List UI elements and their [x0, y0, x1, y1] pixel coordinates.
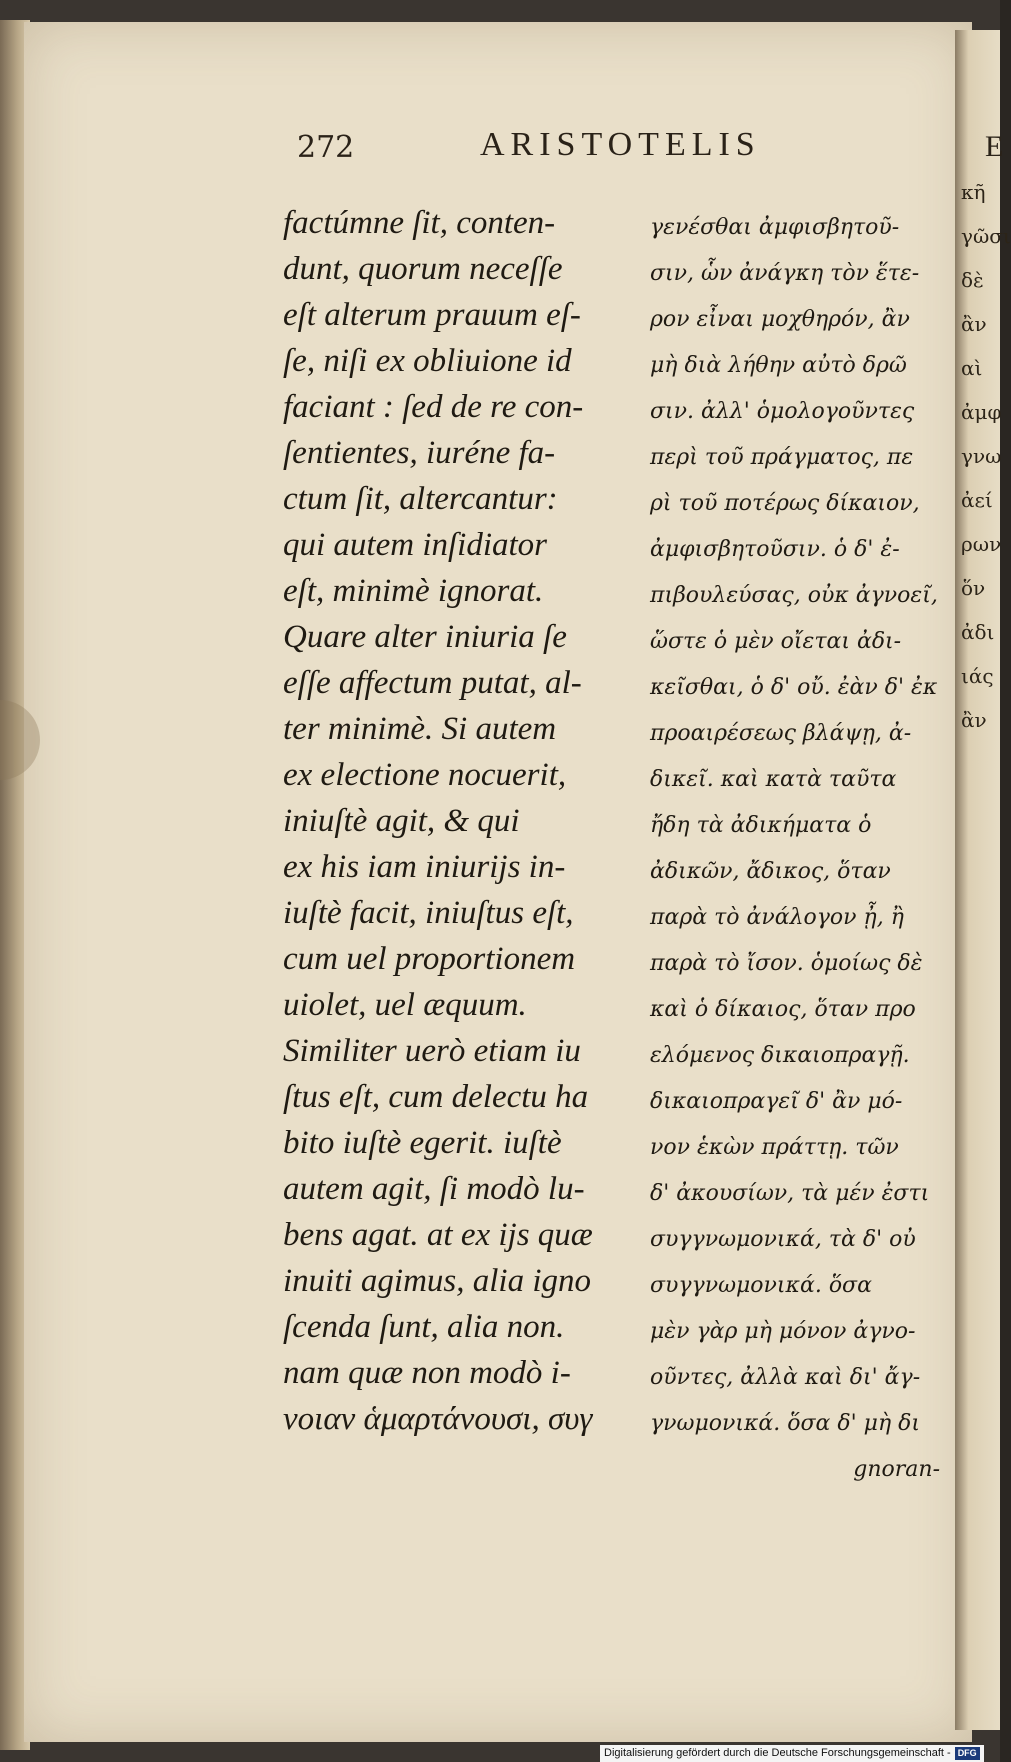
latin-line: eſt alterum prauum eſ- [283, 297, 581, 333]
latin-line: qui autem inſidiator [283, 527, 547, 563]
greek-line: ρὶ τοῦ ποτέρως δίκαιον, [650, 491, 920, 516]
greek-line: μὴ διὰ λήθην αὐτὸ δρῶ [650, 353, 907, 378]
latin-line: iniuſtè agit, & qui [283, 803, 520, 839]
greek-line: συγγνωμονικά. ὅσα [650, 1273, 872, 1298]
greek-line: ἀδικῶν, ἄδικος, ὅταν [650, 859, 891, 884]
greek-line: περὶ τοῦ πράγματος, πε [650, 445, 914, 470]
latin-line: ctum ſit, altercantur: [283, 481, 558, 517]
greek-line: ἀμφισβητοῦσιν. ὁ δ' ἐ- [650, 537, 900, 562]
greek-line: μὲν γὰρ μὴ μόνον ἀγνο- [650, 1319, 916, 1344]
latin-line: ſentientes, iuréne fa- [283, 435, 556, 471]
latin-line: cum uel proportionem [283, 941, 576, 977]
latin-line: ſtus eſt, cum delectu ha [283, 1079, 589, 1115]
latin-line: ter minimè. Si autem [283, 711, 557, 747]
facing-page-fragment: γνω [961, 444, 1002, 468]
latin-line: dunt, quorum neceſſe [283, 251, 563, 287]
greek-line: δικεῖ. καὶ κατὰ ταῦτα [650, 767, 897, 792]
facing-page-fragment: ὅν [961, 576, 986, 600]
greek-line: καὶ ὁ δίκαιος, ὅταν προ [650, 997, 916, 1022]
facing-page-letter: E [985, 130, 1004, 163]
greek-line: ὥστε ὁ μὲν οἴεται ἀδι- [650, 629, 902, 654]
facing-page-fragment: κῆ [961, 180, 986, 204]
latin-line: bens agat. at ex ijs quæ [283, 1217, 593, 1253]
digitization-credit [600, 1745, 984, 1762]
greek-line: κεῖσθαι, ὁ δ' οὔ. ἐὰν δ' ἐκ [650, 675, 938, 700]
latin-line: νοιαν ἁμαρτάνουσι, συγ [283, 1401, 593, 1437]
greek-line: πιβουλεύσας, οὐκ ἀγνοεῖ, [650, 583, 938, 608]
latin-line: Similiter uerò etiam iu [283, 1033, 581, 1069]
facing-page-fragment: ἂν [961, 312, 987, 336]
latin-line: nam quæ non modò i- [283, 1355, 571, 1391]
page-number: 272 [297, 130, 355, 165]
latin-line: uiolet, uel æquum. [283, 987, 527, 1023]
latin-line: ſcenda ſunt, alia non. [283, 1309, 565, 1345]
greek-line: γενέσθαι ἀμφισβητοῦ- [650, 215, 900, 240]
latin-line: autem agit, ſi modò lu- [283, 1171, 585, 1207]
dfg-logo: DFG [955, 1747, 980, 1760]
greek-column [650, 205, 960, 1493]
greek-line: ελόμενος δικαιοπραγῇ. [650, 1043, 910, 1068]
greek-line: νον ἑκὼν πράττῃ. τῶν [650, 1135, 899, 1160]
facing-page-fragment: ἀμφ [961, 400, 1002, 424]
running-title: ARISTOTELIS [480, 126, 761, 163]
greek-line: παρὰ τὸ ἀνάλογον ᾖ, ἢ [650, 905, 904, 930]
greek-line: σιν. ἀλλ' ὁμολογοῦντες [650, 399, 915, 424]
facing-page-fragments [961, 170, 1011, 742]
latin-line: iuſtè facit, iniuſtus eſt, [283, 895, 574, 931]
latin-line: bito iuſtè egerit. iuſtè [283, 1125, 562, 1161]
greek-line: παρὰ τὸ ἴσον. ὁμοίως δὲ [650, 951, 923, 976]
latin-line: ſe, niſi ex obliuione id [283, 343, 572, 379]
latin-line: inuiti agimus, alia igno [283, 1263, 592, 1299]
greek-line: δικαιοπραγεῖ δ' ἂν μό- [650, 1089, 903, 1114]
facing-page-fragment: ιάς [961, 664, 994, 688]
latin-column [283, 200, 633, 1442]
greek-line: οῦντες, ἀλλὰ καὶ δι' ἄγ- [650, 1365, 921, 1390]
facing-page-edge [955, 30, 1011, 1730]
latin-line: factúmne ſit, conten- [283, 205, 556, 241]
catchword: gnoran- [853, 1457, 940, 1482]
latin-line: eſt, minimè ignorat. [283, 573, 544, 609]
facing-page-fragment: ρων [961, 532, 1002, 556]
latin-line: ex electione nocuerit, [283, 757, 567, 793]
facing-page-fragment: ἂν [961, 708, 987, 732]
facing-page-fragment: ἀεί [961, 488, 993, 512]
greek-line: δ' ἀκουσίων, τὰ μέν ἐστι [650, 1181, 930, 1206]
greek-line: σιν, ὧν ἀνάγκη τὸν ἕτε- [650, 261, 920, 286]
facing-page-fragment: γῶσι [961, 224, 1011, 248]
latin-line: faciant : ſed de re con- [283, 389, 584, 425]
latin-line: eſſe affectum putat, al- [283, 665, 582, 701]
facing-page-fragment: ἀδι [961, 620, 995, 644]
facing-page-fragment: αὶ [961, 356, 983, 380]
facing-page-fragment: δὲ [961, 268, 984, 292]
latin-line: ex his iam iniurijs in- [283, 849, 566, 885]
greek-line: προαιρέσεως βλάψῃ, ἀ- [650, 721, 912, 746]
running-head [0, 126, 1004, 174]
greek-line: ἤδη τὰ ἀδικήματα ὁ [650, 813, 872, 838]
greek-line: ρον εἶναι μοχθηρόν, ἂν [650, 307, 910, 332]
latin-line: Quare alter iniuria ſe [283, 619, 567, 655]
credit-text: Digitalisierung gefördert durch die Deutsche Forschungsgemeinschaft - [604, 1747, 951, 1759]
greek-line: γνωμονικά. ὅσα δ' μὴ δι [650, 1411, 921, 1436]
greek-line: συγγνωμονικά, τὰ δ' οὐ [650, 1227, 916, 1252]
